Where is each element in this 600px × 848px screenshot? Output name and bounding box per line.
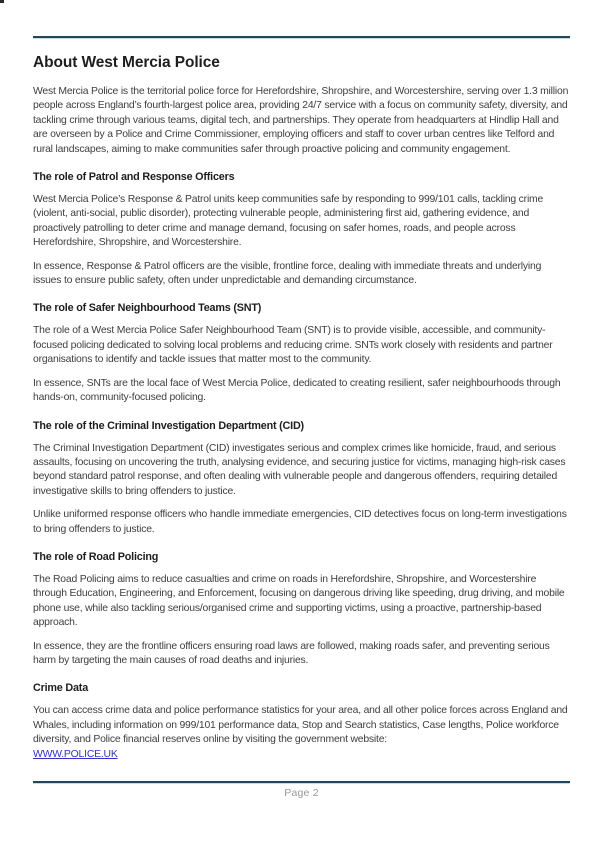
section-heading-cid: The role of the Criminal Investigation Department (CID) xyxy=(33,419,304,432)
page-number: Page 2 xyxy=(284,787,319,799)
paragraph-snt-1: The role of a West Mercia Police Safer Neighbourhood Team (SNT) is to provide visible, accessible, and community-focused policing dedicated to solving local problems and reducing crime. SNTs work closely with residents and partner organisations to identify and tackle issues that matter most to the community. xyxy=(33,325,553,366)
section-heading-patrol-response: The role of Patrol and Response Officers xyxy=(33,171,235,184)
paragraph-crime-data xyxy=(33,704,570,762)
section-heading-crime-data: Crime Data xyxy=(33,682,89,695)
header-rule xyxy=(33,36,570,38)
section-heading-snt: The role of Safer Neighbourhood Teams (SNT) xyxy=(33,302,262,315)
paragraph-road-policing-1: The Road Policing aims to reduce casualties and crime on roads in Herefordshire, Shropshire, and Worcestershire through Education, Engineering, and Enforcement, focusing on dangerous driving like speeding, drug driving, and mobile phone use, while also tackling serious/organised crime and supporting victims, using a proactive, partnership-based approach. xyxy=(33,573,565,629)
page-title: About West Mercia Police xyxy=(33,54,220,71)
paragraph-cid-2: Unlike uniformed response officers who handle immediate emergencies, CID detectives focus on long-term investigations to bring offenders to justice. xyxy=(33,509,567,535)
paragraph-road-policing-2: In essence, they are the frontline officers ensuring road laws are followed, making roads safer, and preventing serious harm by targeting the main causes of road deaths and injuries. xyxy=(33,640,550,666)
footer-rule xyxy=(33,781,570,783)
police-uk-link[interactable]: WWW.POLICE.UK xyxy=(33,748,118,760)
document-body xyxy=(33,36,570,771)
page-footer xyxy=(33,781,570,799)
intro-paragraph: West Mercia Police is the territorial police force for Herefordshire, Shropshire, and Worcestershire, serving over 1.3 million people across England’s fourth-largest police area, providing 24/7 service with a focus on community safety, diversity, and tackling crime through various teams, digital tech, and partnerships. They operate from headquarters at Hindlip Hall and are overseen by a Police and Crime Commissioner, employing officers and staff to cover urban centres like Telford and rural landscapes, aiming to make communities safer through proactive policing and community engagement. xyxy=(33,86,569,155)
section-heading-road-policing: The role of Road Policing xyxy=(33,550,159,563)
paragraph-cid-1: The Criminal Investigation Department (CID) investigates serious and complex crimes like homicide, fraud, and serious assaults, focusing on uncovering the truth, analysing evidence, and securing justice for victims, managing high-risk cases beyond standard patrol response, and often dealing with vulnerable people and dangerous offenders, requiring detailed investigative skills to bring offenders to justice. xyxy=(33,442,566,497)
crime-data-text: You can access crime data and police performance statistics for your area, and all other police forces across England and Whales, including information on 999/101 performance data, Stop and Search statistics, Case lengths, Police workforce diversity, and Police financial reserves online by visiting the government website: xyxy=(33,705,568,746)
paragraph-snt-2: In essence, SNTs are the local face of West Mercia Police, dedicated to creating resilient, safer neighbourhoods through hands-on, community-focused policing. xyxy=(33,377,561,404)
paragraph-patrol-response-2: In essence, Response & Patrol officers are the visible, frontline force, dealing with immediate threats and underlying issues to ensure public safety, often under unpredictable and demanding circumstance. xyxy=(33,260,542,287)
scan-artifact xyxy=(0,0,4,3)
paragraph-patrol-response-1: West Mercia Police’s Response & Patrol units keep communities safe by responding to 999/101 calls, tackling crime (violent, anti-social, public disorder), protecting vulnerable people, administering first aid, gathering evidence, and proactively patrolling to deter crime and manage demand, focusing on safer homes, roads, and people across Herefordshire, Shropshire, and Worcestershire. xyxy=(33,194,544,249)
